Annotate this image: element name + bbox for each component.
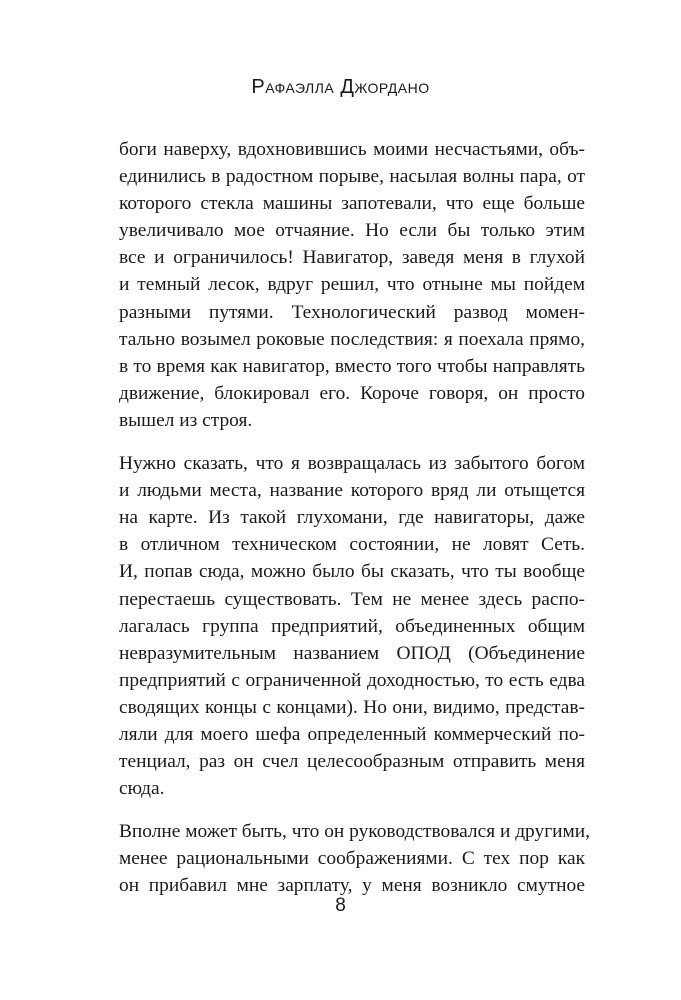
- text-line: увеличивало мое отчаяние. Но если бы только этим: [119, 220, 585, 242]
- text-line: Вполне может быть, что он руководствовался и другими,: [119, 821, 591, 843]
- running-head: Рафаэлла Джордано: [251, 76, 430, 98]
- paragraph-1: [119, 136, 585, 434]
- text-line: вышел из строя.: [119, 409, 253, 431]
- text-line: менее рациональными соображениями. С тех пор как: [119, 848, 585, 870]
- text-line: которого стекла машины запотевали, что еще больше: [119, 193, 585, 215]
- text-line: сводящих концы с концами). Но они, видимо, представ-: [119, 696, 585, 718]
- text-line: на карте. Из такой глухомани, где навигаторы, даже: [119, 507, 585, 529]
- text-line: все и ограничилось! Навигатор, заведя меня в глухой: [119, 247, 585, 269]
- text-line: и темный лесок, вдруг решил, что отныне мы пойдем: [119, 274, 585, 296]
- text-line: единились в радостном порыве, насылая волны пара, от: [119, 166, 585, 188]
- text-line: Нужно сказать, что я возвращалась из забытого богом: [119, 453, 585, 475]
- text-line: сюда.: [119, 778, 165, 800]
- text-line: предприятий с ограниченной доходностью, то есть едва: [119, 669, 585, 691]
- text-line: И, попав сюда, можно было бы сказать, что ты вообще: [119, 561, 585, 583]
- text-line: разными путями. Технологический развод момен-: [119, 301, 585, 323]
- text-line: он прибавил мне зарплату, у меня возникло смутное: [119, 875, 585, 897]
- text-line: движение, блокировал его. Короче говоря, он просто: [119, 382, 585, 404]
- text-line: тально возымел роковые последствия: я поехала прямо,: [119, 328, 585, 350]
- text-line: тенциал, раз он счел целесообразным отправить меня: [119, 751, 585, 773]
- body-text: [119, 136, 591, 916]
- text-line: перестаешь существовать. Тем не менее здесь распо-: [119, 588, 585, 610]
- page-number: 8: [335, 895, 346, 916]
- text-line: лагалась группа предприятий, объединенных общим: [119, 615, 585, 637]
- paragraph-3: [119, 818, 591, 899]
- text-line: в то время как навигатор, вместо того чтобы направлять: [119, 355, 585, 377]
- text-line: и людьми места, название которого вряд ли отыщется: [119, 480, 585, 502]
- text-line: ляли для моего шефа определенный коммерческий по-: [119, 723, 585, 745]
- text-line: в отличном техническом состоянии, не ловят Сеть.: [119, 534, 585, 556]
- paragraph-2: [119, 450, 585, 802]
- text-line: боги наверху, вдохновившись моими несчастьями, объ-: [119, 139, 585, 160]
- text-line: невразумительным названием ОПОД (Объединение: [119, 642, 585, 664]
